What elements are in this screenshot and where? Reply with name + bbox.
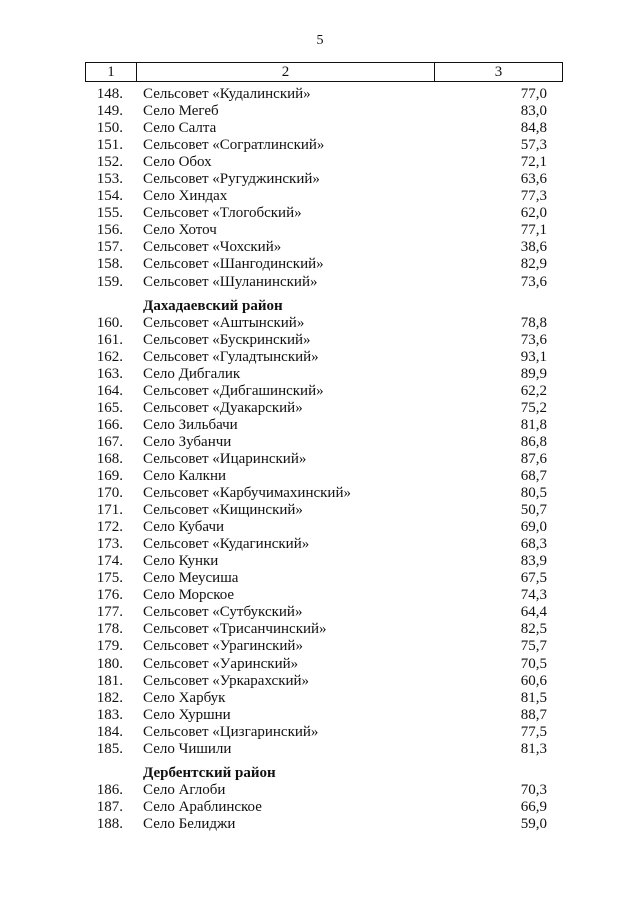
row-number: 149.	[96, 103, 123, 120]
row-number: 182.	[96, 689, 123, 706]
row-name: Село Салта	[143, 120, 217, 137]
table-row	[85, 349, 563, 366]
row-value: 83,9	[520, 553, 547, 570]
row-value: 80,5	[520, 485, 547, 502]
row-name: Село Мегеб	[143, 103, 219, 120]
row-value: 63,6	[520, 171, 547, 188]
row-number: 163.	[96, 365, 123, 382]
table-row	[85, 137, 563, 154]
row-number: 167.	[96, 433, 123, 450]
table-header	[85, 62, 563, 82]
row-value: 50,7	[520, 502, 547, 519]
row-value: 57,3	[520, 137, 547, 154]
table-row	[85, 536, 563, 553]
row-value: 81,5	[520, 689, 547, 706]
row-value: 75,2	[520, 399, 547, 416]
row-name: Сельсовет «Кудагинский»	[143, 536, 310, 553]
row-number: 168.	[96, 450, 123, 467]
table-row	[85, 468, 563, 485]
row-value: 84,8	[520, 120, 547, 137]
table-row	[85, 638, 563, 655]
row-number: 152.	[96, 154, 123, 171]
row-value: 70,5	[520, 655, 547, 672]
row-value: 74,3	[520, 587, 547, 604]
table-row	[85, 502, 563, 519]
table-row	[85, 366, 563, 383]
row-number: 162.	[96, 348, 123, 365]
row-name: Сельсовет «Трисанчинский»	[143, 621, 327, 638]
row-name: Сельсовет «Ругуджинский»	[143, 171, 320, 188]
row-number: 170.	[96, 485, 123, 502]
row-number: 188.	[96, 815, 123, 832]
table-row	[85, 417, 563, 434]
row-value: 70,3	[520, 781, 547, 798]
row-name: Село Харбук	[143, 689, 226, 706]
row-value: 81,8	[520, 416, 547, 433]
row-value: 93,1	[520, 348, 547, 365]
row-value: 62,0	[520, 205, 547, 222]
row-name: Сельсовет «Карбучимахинский»	[143, 485, 351, 502]
row-number: 176.	[96, 587, 123, 604]
row-number: 153.	[96, 171, 123, 188]
row-value: 64,4	[520, 604, 547, 621]
row-name: Сельсовет «Гуладтынский»	[143, 348, 319, 365]
row-value: 77,3	[520, 188, 547, 205]
row-name: Село Дибгалик	[143, 365, 241, 382]
header-col-2: 2	[136, 63, 434, 81]
row-number: 180.	[96, 655, 123, 672]
row-name: Сельсовет «Шангодинский»	[143, 256, 324, 273]
row-number: 166.	[96, 416, 123, 433]
table-row	[85, 519, 563, 536]
row-number: 184.	[96, 723, 123, 740]
row-number: 177.	[96, 604, 123, 621]
row-name: Село Хиндах	[143, 188, 228, 205]
row-number: 172.	[96, 519, 123, 536]
row-value: 60,6	[520, 672, 547, 689]
table-row	[85, 103, 563, 120]
row-name: Сельсовет «Дуакарский»	[143, 399, 303, 416]
section-1-rows	[85, 86, 563, 291]
row-number: 165.	[96, 399, 123, 416]
table-row	[85, 239, 563, 256]
row-value: 69,0	[520, 519, 547, 536]
row-value: 77,5	[520, 723, 547, 740]
page-number: 5	[316, 33, 324, 48]
district-heading-dakhadaevsky: Дахадаевский район	[143, 297, 283, 314]
row-name: Село Аглоби	[143, 781, 226, 798]
row-name: Сельсовет «Цизгаринский»	[143, 723, 319, 740]
table-row	[85, 816, 563, 833]
row-value: 83,0	[520, 103, 547, 120]
row-name: Сельсовет «Урагинский»	[143, 638, 303, 655]
row-value: 89,9	[520, 365, 547, 382]
row-value: 62,2	[520, 382, 547, 399]
row-name: Село Калкни	[143, 467, 227, 484]
row-name: Село Морское	[143, 587, 235, 604]
row-value: 88,7	[520, 706, 547, 723]
table-row	[85, 724, 563, 741]
row-value: 59,0	[520, 815, 547, 832]
row-number: 164.	[96, 382, 123, 399]
table-row	[85, 782, 563, 799]
row-number: 173.	[96, 536, 123, 553]
row-value: 82,9	[520, 256, 547, 273]
row-value: 73,6	[520, 273, 547, 290]
header-col-3: 3	[434, 63, 563, 81]
table-row	[85, 656, 563, 673]
row-name: Сельсовет «Кищинский»	[143, 502, 303, 519]
row-number: 159.	[96, 273, 123, 290]
row-name: Сельсовет «Тлогобский»	[143, 205, 302, 222]
table-row	[85, 274, 563, 291]
row-number: 187.	[96, 798, 123, 815]
row-value: 72,1	[520, 154, 547, 171]
row-number: 174.	[96, 553, 123, 570]
row-value: 73,6	[520, 331, 547, 348]
table-row	[85, 451, 563, 468]
row-name: Сельсовет «Уаринский»	[143, 655, 299, 672]
table-row	[85, 171, 563, 188]
row-number: 179.	[96, 638, 123, 655]
row-name: Село Обох	[143, 154, 212, 171]
table-body	[85, 86, 563, 833]
row-name: Село Кунки	[143, 553, 219, 570]
row-name: Сельсовет «Согратлинский»	[143, 137, 325, 154]
row-number: 150.	[96, 120, 123, 137]
row-name: Село Меусиша	[143, 570, 239, 587]
row-name: Сельсовет «Дибгашинский»	[143, 382, 324, 399]
row-name: Сельсовет «Шуланинский»	[143, 273, 318, 290]
row-number: 183.	[96, 706, 123, 723]
table-row	[85, 741, 563, 758]
row-value: 81,3	[520, 740, 547, 757]
row-number: 171.	[96, 502, 123, 519]
table-row	[85, 434, 563, 451]
row-value: 38,6	[520, 239, 547, 256]
row-value: 68,3	[520, 536, 547, 553]
row-name: Сельсовет «Сутбукский»	[143, 604, 303, 621]
row-name: Сельсовет «Кудалинский»	[143, 86, 311, 102]
row-number: 181.	[96, 672, 123, 689]
row-number: 175.	[96, 570, 123, 587]
table-row	[85, 799, 563, 816]
row-name: Сельсовет «Ицаринский»	[143, 450, 307, 467]
table-row	[85, 604, 563, 621]
row-name: Село Кубачи	[143, 519, 225, 536]
table-row	[85, 707, 563, 724]
row-number: 169.	[96, 467, 123, 484]
row-value: 68,7	[520, 467, 547, 484]
table-row	[85, 673, 563, 690]
row-name: Село Араблинское	[143, 798, 262, 815]
row-number: 155.	[96, 205, 123, 222]
table-row	[85, 188, 563, 205]
table-row	[85, 383, 563, 400]
table-row	[85, 553, 563, 570]
table-row	[85, 315, 563, 332]
section-2-rows	[85, 315, 563, 758]
row-value: 66,9	[520, 798, 547, 815]
row-number: 154.	[96, 188, 123, 205]
row-value: 86,8	[520, 433, 547, 450]
table-row	[85, 256, 563, 273]
row-number: 185.	[96, 740, 123, 757]
row-number: 161.	[96, 331, 123, 348]
row-name: Сельсовет «Аштынский»	[143, 314, 305, 331]
row-number: 186.	[96, 781, 123, 798]
row-number: 160.	[96, 314, 123, 331]
row-name: Сельсовет «Чохский»	[143, 239, 282, 256]
row-name: Село Хуршни	[143, 706, 231, 723]
row-value: 87,6	[520, 450, 547, 467]
row-name: Сельсовет «Уркарахский»	[143, 672, 310, 689]
row-name: Село Хоточ	[143, 222, 217, 239]
row-number: 151.	[96, 137, 123, 154]
district-heading-derbentsky: Дербентский район	[143, 764, 276, 781]
table-row	[85, 587, 563, 604]
table-row	[85, 485, 563, 502]
table-row	[85, 120, 563, 137]
row-number: 178.	[96, 621, 123, 638]
table-row	[85, 205, 563, 222]
row-name: Село Зубанчи	[143, 433, 232, 450]
table-row	[85, 400, 563, 417]
section-3-rows	[85, 782, 563, 833]
row-number: 156.	[96, 222, 123, 239]
row-number: 158.	[96, 256, 123, 273]
table-row	[85, 570, 563, 587]
row-value: 82,5	[520, 621, 547, 638]
row-value: 78,8	[520, 314, 547, 331]
table-row	[85, 86, 563, 103]
row-value: 77,1	[520, 222, 547, 239]
row-value: 77,0	[520, 86, 547, 102]
row-value: 67,5	[520, 570, 547, 587]
row-name: Село Белиджи	[143, 815, 236, 832]
header-col-1: 1	[85, 63, 136, 81]
table-row	[85, 332, 563, 349]
table-row	[85, 222, 563, 239]
row-name: Село Чишили	[143, 740, 232, 757]
row-name: Село Зильбачи	[143, 416, 238, 433]
table-row	[85, 154, 563, 171]
row-number: 148.	[96, 86, 123, 102]
row-name: Сельсовет «Бускринский»	[143, 331, 311, 348]
table-row	[85, 621, 563, 638]
row-number: 157.	[96, 239, 123, 256]
row-value: 75,7	[520, 638, 547, 655]
table-row	[85, 690, 563, 707]
